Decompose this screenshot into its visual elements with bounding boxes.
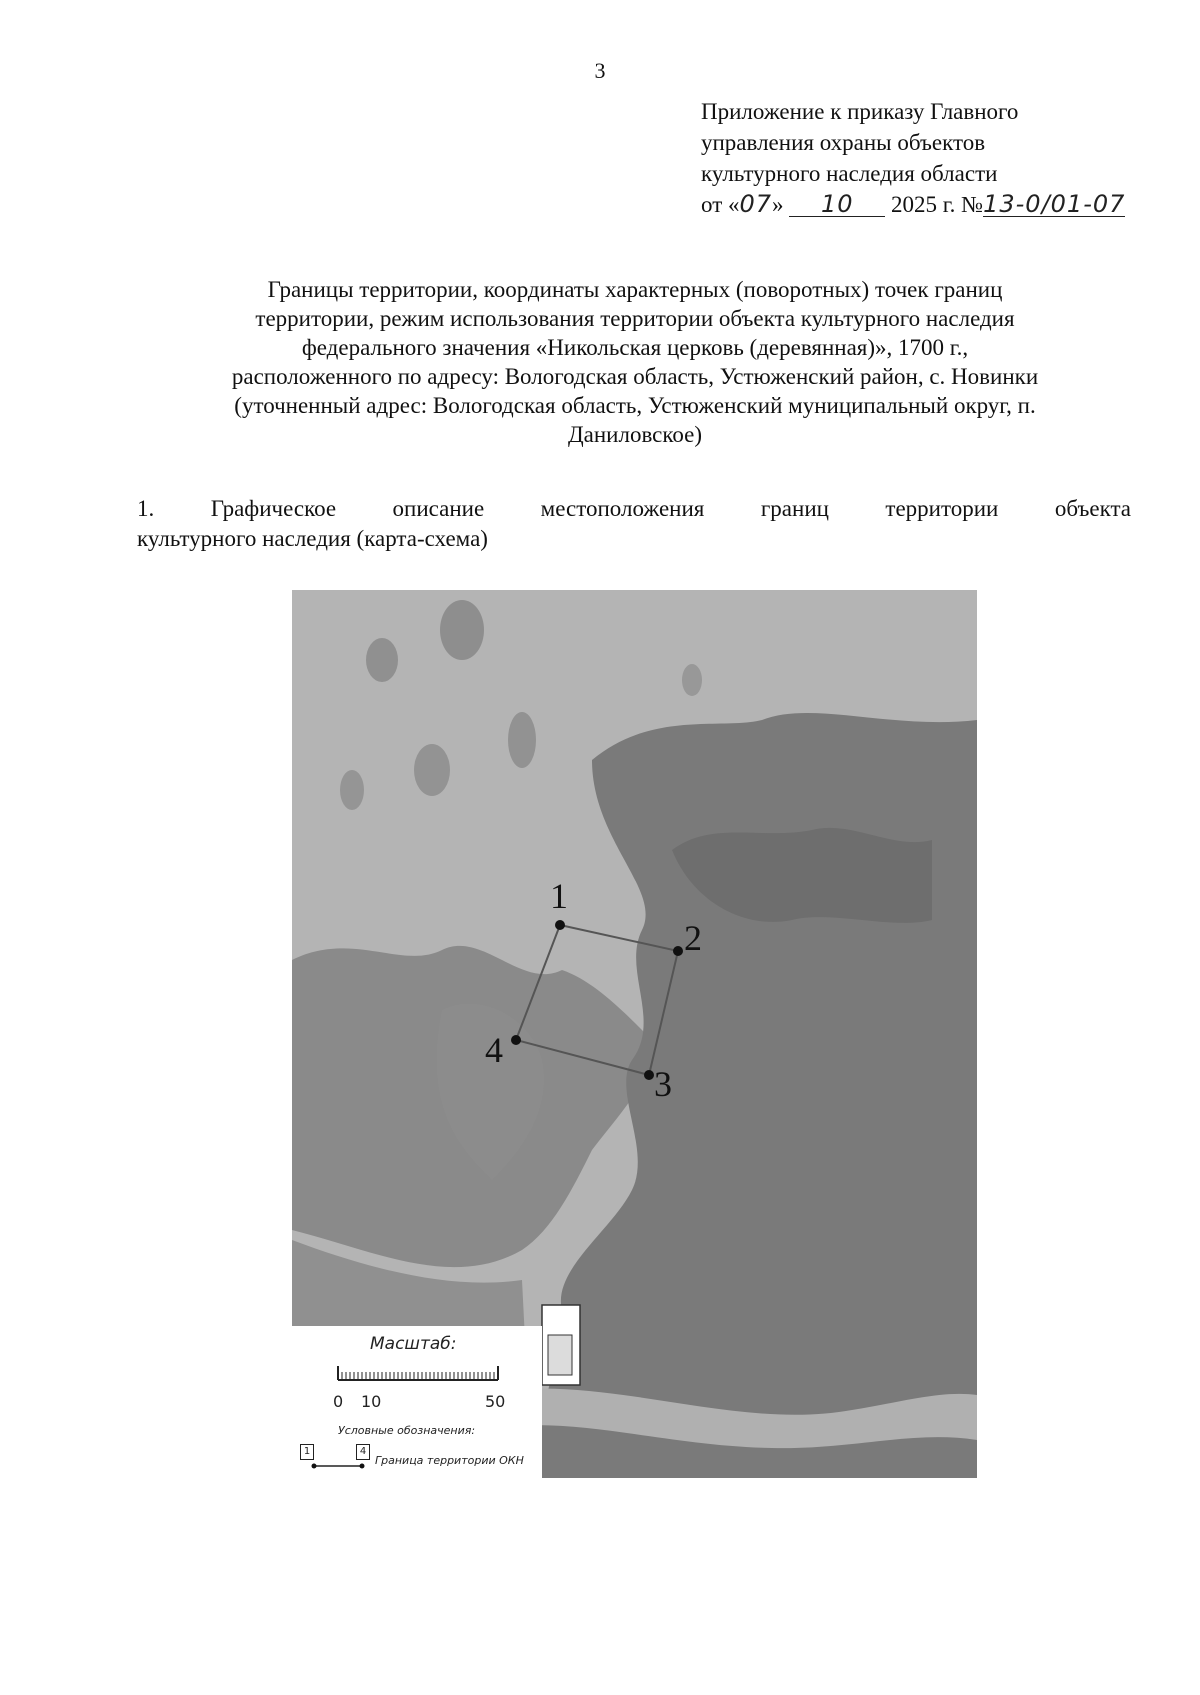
order-date-line <box>701 189 1171 220</box>
document-title <box>130 275 1140 449</box>
legend-box-start: 1 <box>300 1444 314 1460</box>
section-heading <box>137 494 1131 554</box>
page-number: 3 <box>594 58 606 83</box>
boundary-line <box>516 925 678 1075</box>
title-line-3: федерального значения «Никольская церковь (деревянная)», 1700 г., <box>301 335 969 360</box>
point-label-4: 4 <box>485 1030 503 1070</box>
appendix-line-2: управления охраны объектов <box>701 130 986 155</box>
title-line-4: расположенного по адресу: Вологодская область, Устюженский район, с. Новинки <box>231 364 1039 389</box>
appendix-line-1: Приложение к приказу Главного <box>701 99 1019 124</box>
section-line-2: культурного наследия (карта-схема) <box>137 526 488 551</box>
point-label-3: 3 <box>654 1064 672 1104</box>
title-line-6: Даниловское) <box>567 422 703 447</box>
title-line-2: территории, режим использования территории объекта культурного наследия <box>255 306 1015 331</box>
point-label-2: 2 <box>684 918 702 958</box>
order-year: 2025 г. № <box>891 192 984 217</box>
boundary-point-4 <box>511 1035 521 1045</box>
appendix-line-3: культурного наследия области <box>701 161 998 186</box>
scale-tick-10: 10 <box>361 1392 382 1411</box>
title-line-1: Границы территории, координаты характерных (поворотных) точек границ <box>267 277 1003 302</box>
boundary-legend-label: Граница территории ОКН <box>375 1454 524 1467</box>
boundary-point-1 <box>555 920 565 930</box>
map-legend <box>292 1326 542 1478</box>
point-label-1: 1 <box>550 876 568 916</box>
order-month-handwritten: 10 <box>789 192 885 217</box>
conventions-title: Условные обозначения: <box>338 1424 476 1437</box>
date-prefix: от « <box>701 192 740 217</box>
boundary-point-3 <box>644 1070 654 1080</box>
scale-tick-0: 0 <box>333 1392 344 1411</box>
order-day-handwritten: 07 <box>739 190 773 218</box>
boundary-point-2 <box>673 946 683 956</box>
date-day-close: » <box>772 192 784 217</box>
scale-tick-50: 50 <box>485 1392 506 1411</box>
section-line-1: 1. Графическое описание местоположения границ территории объекта <box>137 496 1131 521</box>
order-number-handwritten: 13-0/01-07 <box>983 190 1126 218</box>
scale-title: Масштаб: <box>370 1334 457 1354</box>
site-map <box>292 590 977 1478</box>
scale-bar <box>292 1356 542 1396</box>
appendix-header <box>701 96 1171 220</box>
title-line-5: (уточненный адрес: Вологодская область, Устюженский муниципальный округ, п. <box>234 393 1036 418</box>
legend-box-end: 4 <box>356 1444 370 1460</box>
